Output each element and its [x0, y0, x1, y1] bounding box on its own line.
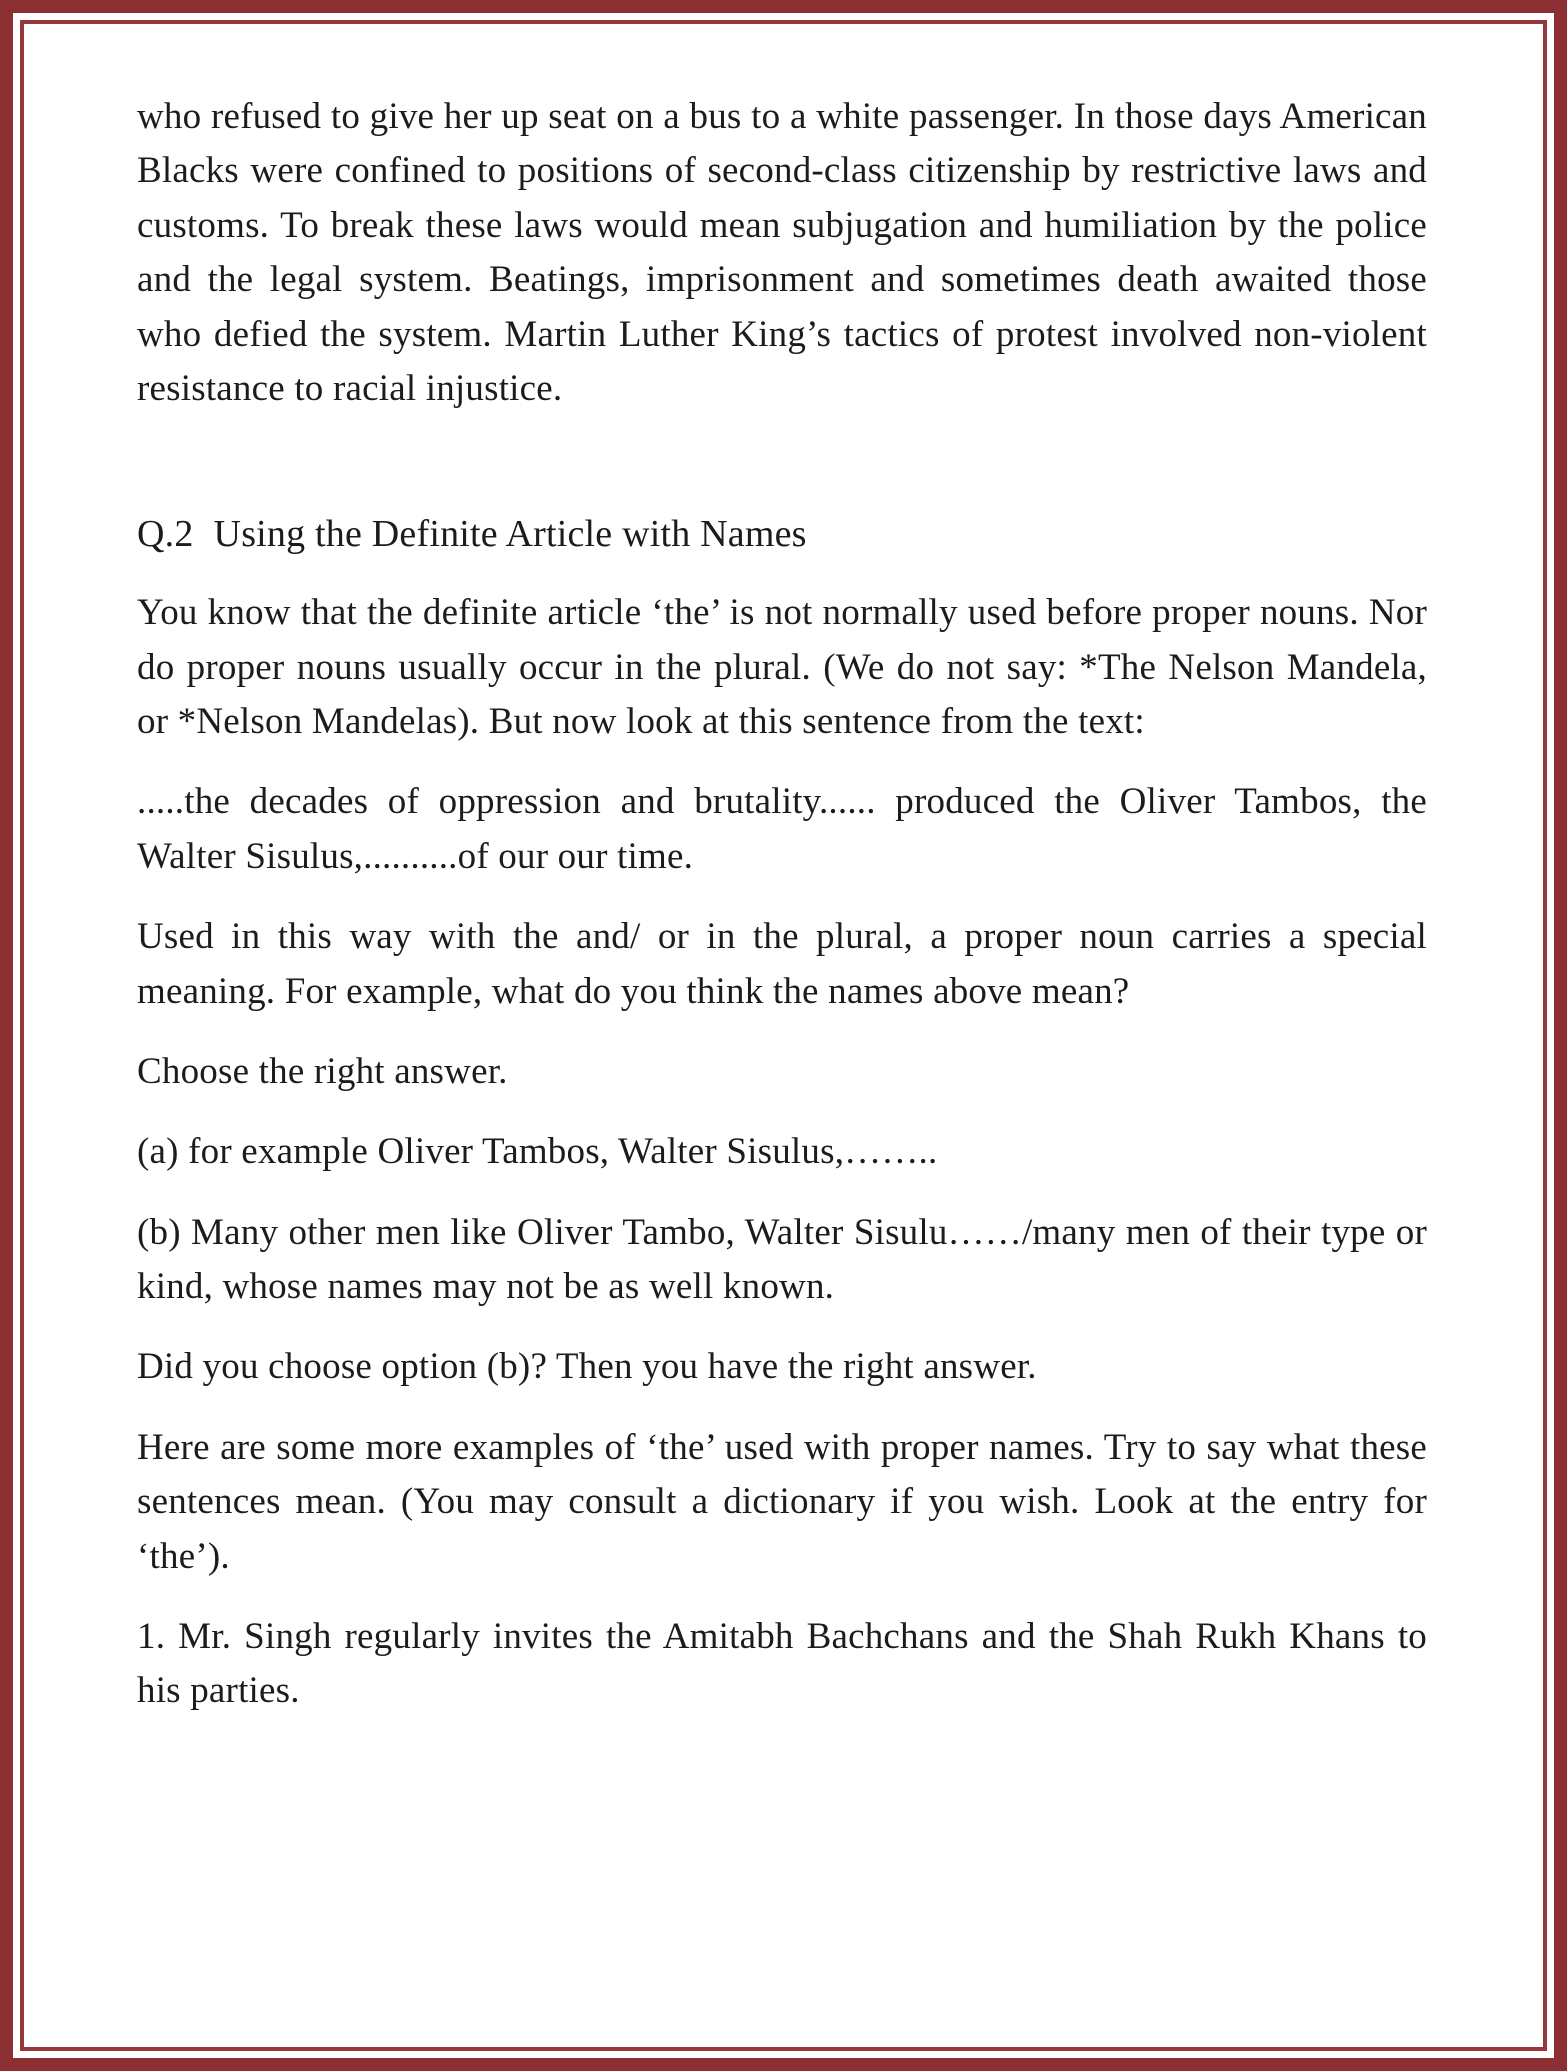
section-heading [137, 512, 1427, 556]
intro-paragraph: who refused to give her up seat on a bus to a white passenger. In those days American Blacks were confined to positions of second-class citizenship by restrictive laws and customs. To break these laws would mean subjugation and humiliation by the police and the legal system. Beatings, imprisonment and sometimes death awaited those who defied the system. Martin Luther King’s tactics of protest involved non-violent resistance to racial injustice. [137, 96, 1427, 409]
paragraph-more-examples: Here are some more examples of ‘the’ used with proper names. Try to say what these sentences mean. (You may consult a dictionary if you wish. Look at the entry for ‘the’). [137, 1426, 1427, 1577]
section-title: Using the Definite Article with Names [213, 513, 807, 556]
paragraph-answer-check: Did you choose option (b)? Then you have the right answer. [137, 1346, 1037, 1388]
section-number: Q.2 [137, 513, 194, 556]
paragraph-choose-answer: Choose the right answer. [137, 1050, 508, 1092]
option-b: (b) Many other men like Oliver Tambo, Walter Sisulu……/many men of their type or kind, whose names may not be as well known. [137, 1211, 1427, 1307]
option-a: (a) for example Oliver Tambos, Walter Sisulus,…….. [137, 1131, 938, 1173]
paragraph-definite-article-intro: You know that the definite article ‘the’ is not normally used before proper nouns. Nor do proper nouns usually occur in the plural. (We do not say: *The Nelson Mandela, or *Nelson Mandelas). But now look at this sentence from the text: [137, 592, 1427, 742]
example-1-mr-singh: 1. Mr. Singh regularly invites the Amitabh Bachchans and the Shah Rukh Khans to his parties. [137, 1615, 1427, 1712]
paragraph-quoted-sentence: .....the decades of oppression and brutality...... produced the Oliver Tambos, the Walter Sisulus,..........of our our time. [137, 781, 1427, 877]
page-content [137, 90, 1427, 1745]
paragraph-special-meaning: Used in this way with the and/ or in the plural, a proper noun carries a special meaning. For example, what do you think the names above mean? [137, 916, 1427, 1012]
